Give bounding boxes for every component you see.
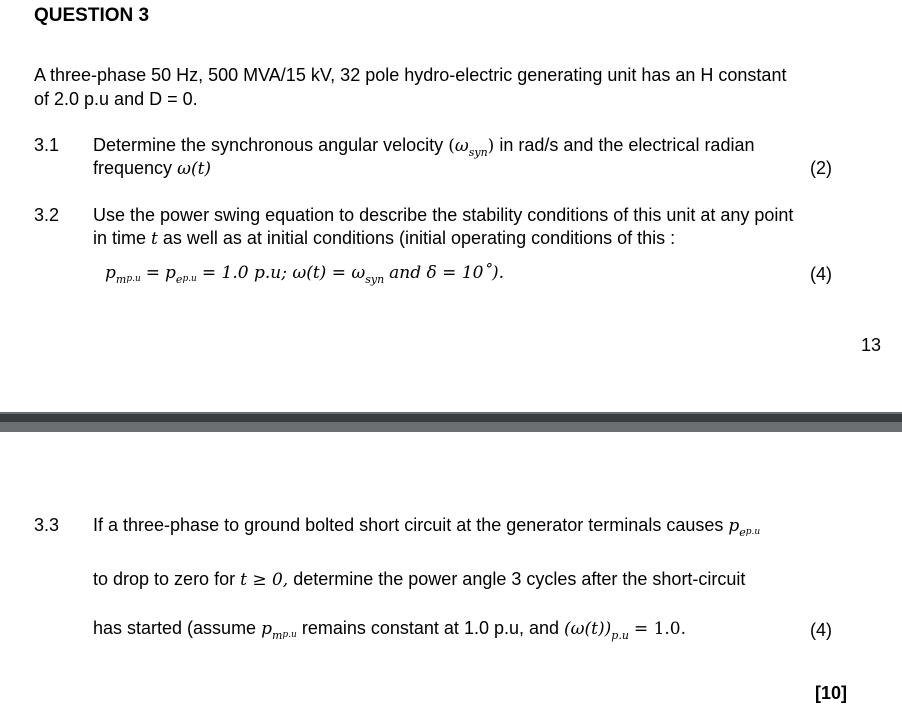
q33-line1-text: If a three-phase to ground bolted short circuit at the generator terminals causes xyxy=(93,515,724,535)
q33-end: = 1.0. xyxy=(633,619,687,639)
q33-m-sub: m xyxy=(271,629,283,642)
q33-line2-a: to drop to zero for xyxy=(93,569,236,589)
q33-pu-sub: p.u xyxy=(745,527,761,537)
eq-p2: p xyxy=(165,263,176,283)
q31-marks: (2) xyxy=(810,158,832,178)
q33-line-2 xyxy=(93,569,745,590)
eq-end: and δ = 10˚). xyxy=(389,263,504,283)
q33-line2-b: determine the power angle 3 cycles after the short-circuit xyxy=(293,569,746,589)
eq-m-sub: m xyxy=(115,273,127,286)
q32-equation xyxy=(105,262,504,286)
q32-number: 3.2 xyxy=(34,205,60,225)
q33-line3-a: has started (assume xyxy=(93,618,257,638)
intro-line-2: of 2.0 p.u and D = 0. xyxy=(34,89,198,109)
q32-line2-b: as well as at initial conditions (initial operating conditions of this : xyxy=(162,228,676,248)
q32-line2-a: in time xyxy=(93,228,147,248)
eq-pu2-sub: p.u xyxy=(182,274,197,284)
omega-symbol: ω xyxy=(454,136,469,156)
paren-close: ) xyxy=(487,136,495,156)
q33-number: 3.3 xyxy=(34,515,60,535)
q31-line1-text: Determine the synchronous angular velocity xyxy=(93,135,444,155)
q32-line-1: Use the power swing equation to describe the stability conditions of this unit at any point xyxy=(93,205,794,225)
q31-line1-after: in rad/s and the electrical radian xyxy=(499,135,755,155)
eq-e-sub: e xyxy=(175,273,183,286)
q32-marks: (4) xyxy=(810,264,832,284)
t-symbol: t xyxy=(151,229,158,249)
q31-line2-text: frequency xyxy=(93,158,173,178)
page-number: 13 xyxy=(861,335,882,355)
syn-subscript: syn xyxy=(468,146,488,159)
q33-line3-b: remains constant at 1.0 p.u, and xyxy=(301,618,560,638)
paren-open: ( xyxy=(448,136,455,156)
q33-pu3-sub: p.u xyxy=(611,629,629,642)
eq-pu1-sub: p.u xyxy=(126,274,141,284)
total-marks: [10] xyxy=(815,683,848,703)
q33-omega-math: (ω(t)) xyxy=(564,619,612,639)
eq-rest: = 1.0 p.u; ω(t) = ω xyxy=(201,263,366,283)
q31-line-2 xyxy=(93,158,211,179)
eq-equals: = xyxy=(145,263,161,283)
q31-number: 3.1 xyxy=(34,135,60,155)
intro-line-1: A three-phase 50 Hz, 500 MVA/15 kV, 32 pole hydro-electric generating unit has an H constant xyxy=(34,65,787,85)
q33-marks: (4) xyxy=(810,620,832,640)
q32-line-2 xyxy=(93,228,675,249)
q33-line-1 xyxy=(93,515,760,539)
q33-pu2-sub: p.u xyxy=(282,630,297,640)
question-title: QUESTION 3 xyxy=(34,5,150,26)
q33-line-3 xyxy=(93,618,686,642)
eq-p1: p xyxy=(105,263,116,283)
q33-pm: p xyxy=(261,619,272,639)
page-divider-shadow xyxy=(0,414,902,422)
eq-syn-sub: syn xyxy=(365,273,385,286)
q33-t-math: t ≥ 0, xyxy=(240,570,289,590)
omega-t-math: ω(t) xyxy=(177,159,212,179)
q33-pe: p xyxy=(728,516,740,536)
q33-e-sub: e xyxy=(739,526,746,539)
q31-line-1 xyxy=(93,135,754,159)
